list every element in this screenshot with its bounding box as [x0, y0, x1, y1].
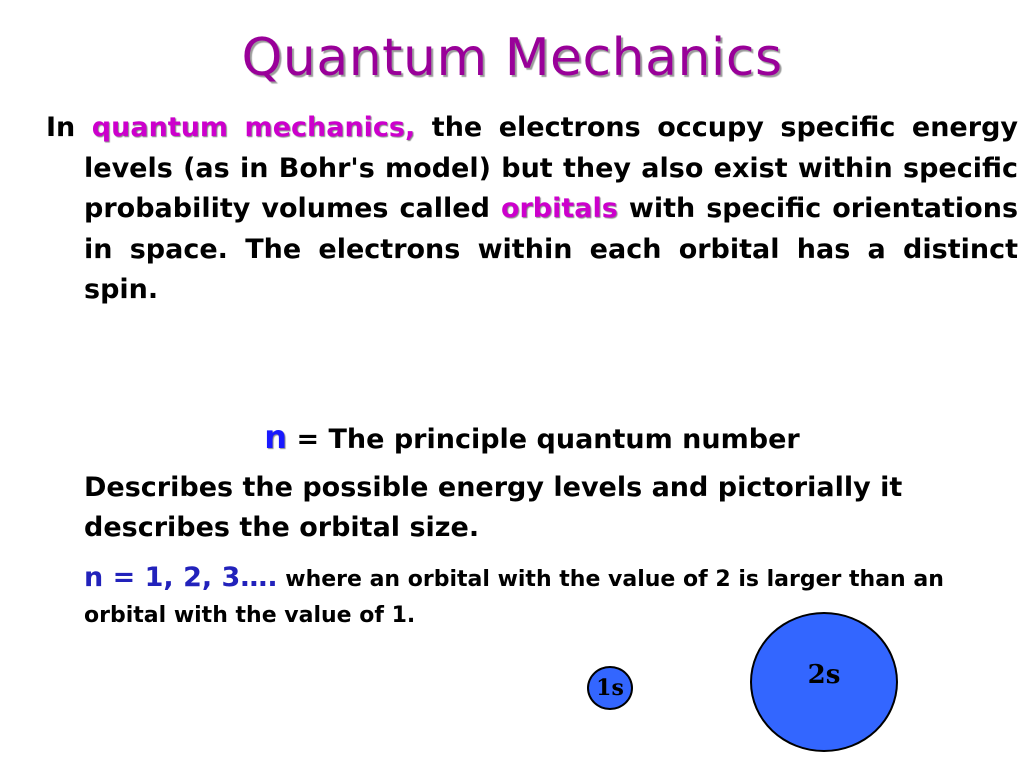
n-values-equation: n = 1, 2, 3….	[84, 562, 278, 593]
term-orbitals: orbitals	[500, 193, 618, 224]
values-explanation: where an orbital with the value of 2 is larger than an orbital with the value of 1.	[84, 567, 944, 628]
slide-title: Quantum Mechanics	[241, 28, 783, 88]
n-symbol: n	[264, 418, 288, 456]
orbital-1s-circle	[587, 666, 633, 710]
orbital-2s-label: 2s	[807, 660, 841, 690]
principle-definition: = The principle quantum number	[296, 424, 800, 455]
intro-text-1: the electrons occupy specific energy levels (as in Bohr's model) but they also exist within specific probability volumes called	[84, 112, 1018, 224]
describes-text: Describes the possible energy levels and pictorially it describes the orbital size.	[84, 472, 903, 543]
term-quantum-mechanics: quantum mechanics,	[91, 112, 416, 143]
principle-quantum-number-line	[0, 418, 1024, 456]
intro-lead: In	[46, 112, 76, 143]
intro-text-2: with specific orientations in space. The electrons within each orbital has a distinct spin.	[84, 193, 1019, 305]
orbital-2s-circle	[750, 612, 898, 752]
intro-paragraph	[46, 108, 1018, 311]
orbital-1s-label: 1s	[596, 675, 624, 701]
